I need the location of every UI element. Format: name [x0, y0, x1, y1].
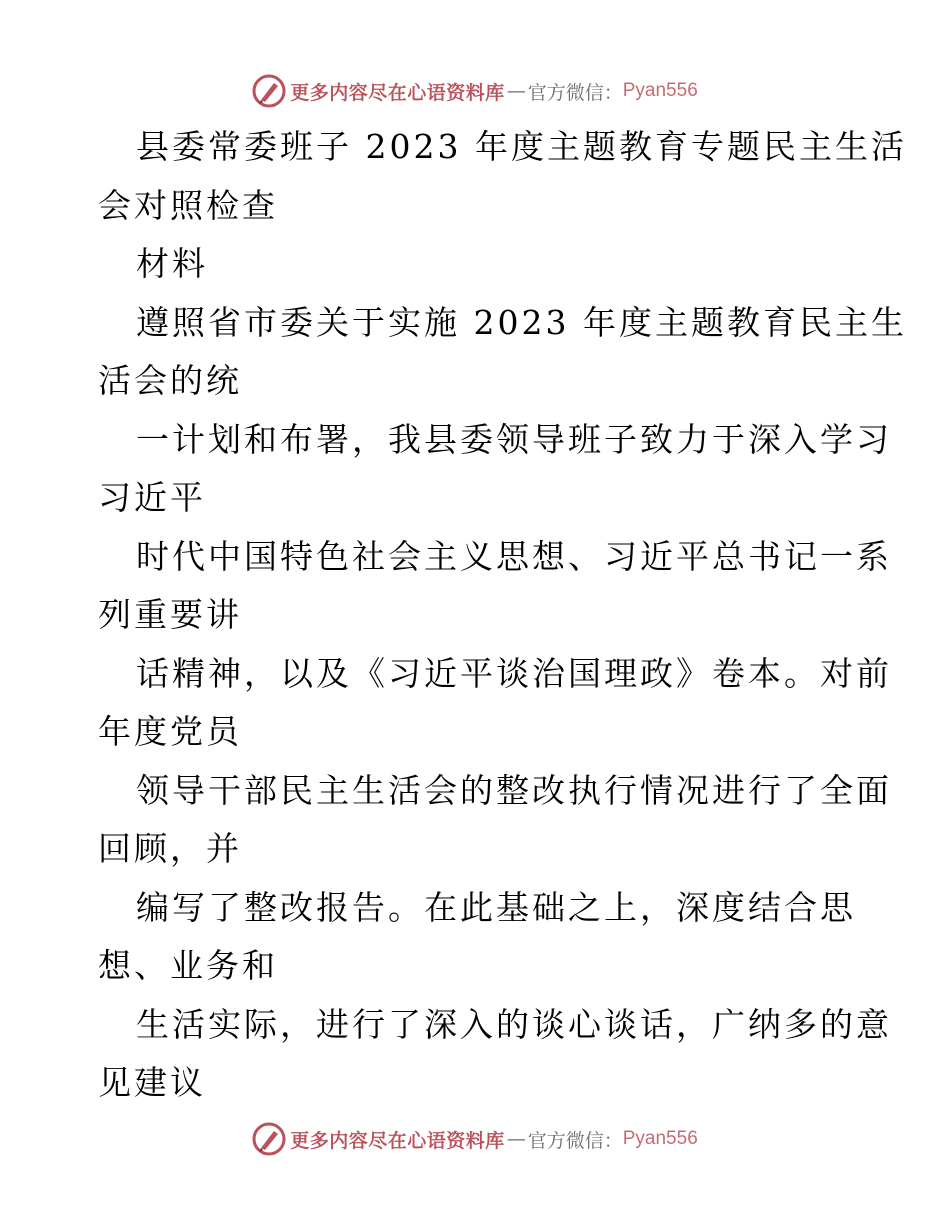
watermark-contact-label: 官方微信： — [527, 81, 623, 104]
document-line: 习近平 — [98, 478, 206, 517]
document-line: 回顾，并 — [98, 829, 242, 868]
document-line: 时代中国特色社会主义思想、习近平总书记一系 — [136, 536, 892, 576]
document-line: 活会的统 — [98, 361, 242, 400]
document-line: 想、业务和 — [98, 946, 278, 985]
header-watermark — [0, 74, 950, 108]
document-line: 话精神，以及《习近平谈治国理政》卷本。对前 — [136, 653, 892, 693]
document-line: 见建议 — [98, 1063, 206, 1102]
document-line: 遵照省市委关于实施 2023 年度主题教育民主生 — [136, 302, 907, 342]
pen-logo-icon — [252, 1122, 286, 1156]
watermark-contact-label: 官方微信： — [527, 1129, 623, 1152]
document-line: 一计划和布署，我县委领导班子致力于深入学习 — [136, 419, 892, 459]
document-line: 材料 — [136, 244, 208, 283]
pen-logo-icon — [252, 74, 286, 108]
document-line: 编写了整改报告。在此基础之上，深度结合思 — [136, 887, 856, 927]
document-line: 领导干部民主生活会的整改执行情况进行了全面 — [136, 770, 892, 810]
watermark-site-text: 更多内容尽在心语资料库 — [290, 1129, 505, 1152]
document-line: 列重要讲 — [98, 595, 242, 634]
watermark-contact-id: Pyan556 — [622, 80, 698, 101]
watermark-contact-id: Pyan556 — [622, 1128, 698, 1149]
footer-watermark — [0, 1122, 950, 1156]
document-line: 县委常委班子 2023 年度主题教育专题民主生活 — [136, 127, 907, 166]
document-line: 会对照检查 — [98, 185, 278, 225]
watermark-separator: — — [506, 80, 526, 102]
watermark-site-text: 更多内容尽在心语资料库 — [290, 81, 505, 104]
watermark-separator: — — [506, 1128, 526, 1150]
document-body — [98, 118, 907, 1113]
document-line: 生活实际，进行了深入的谈心谈话，广纳多的意 — [136, 1004, 892, 1044]
document-line: 年度党员 — [98, 712, 242, 751]
